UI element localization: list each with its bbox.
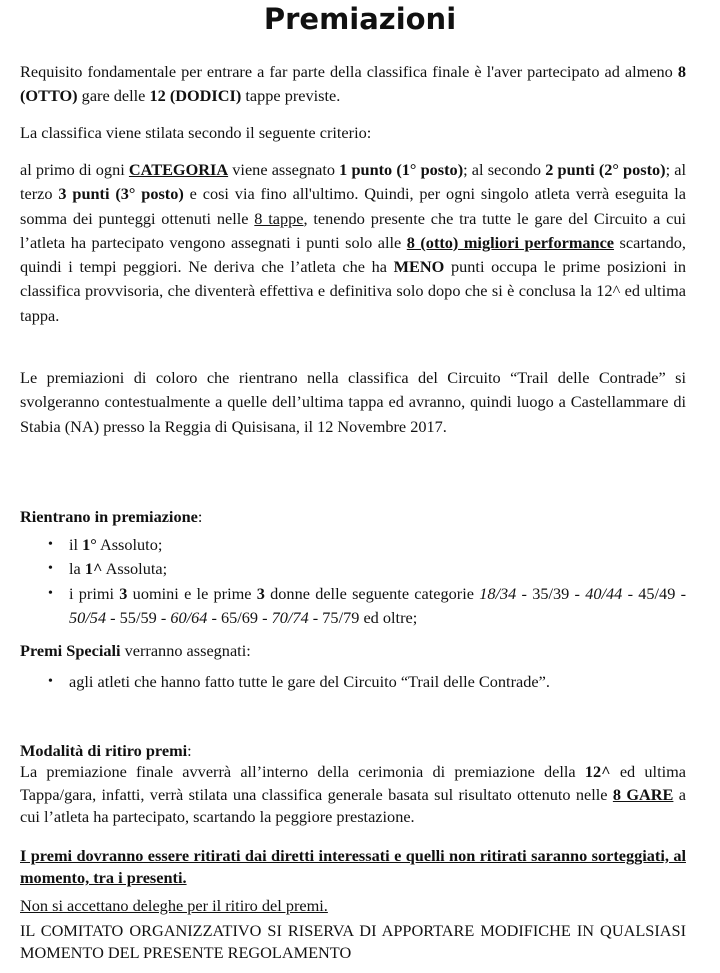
list-item: • i primi 3 uomini e le prime 3 donne delle seguente categorie 18/34 - 35/39 - 40/44 - 45/49 - 50/54 - 55/59 - 60/64 - 65/69 - 70/74 - 75/79 ed oltre; [48,583,687,627]
page-title: Premiazioni [263,2,457,36]
comitato-note: IL COMITATO ORGANIZZATIVO SI RISERVA DI APPORTARE MODIFICHE IN QUALSIASI MOMENTO DEL PRESENTE REGOLAMENTO [20,921,686,962]
ritiro-heading: Modalità di ritiro premi: [20,741,192,760]
criterio-intro: La classifica viene stilata secondo il seguente criterio: [20,123,372,142]
list-item: • il 1° Assoluto; [20,533,686,557]
ritiro-paragraph: La premiazione finale avverrà all’interno della cerimonia di premiazione della 12^ ed ultima Tappa/gara, infatti, verrà stilata una classifica generale basata sul risultato ottenuto nelle 8 GARE a cui l’atleta ha partecipato, scartando la peggiore prestazione. [20,762,687,826]
list-item: • la 1^ Assoluta; [20,557,686,581]
premi-speciali-list [20,670,686,694]
no-deleghe-note: Non si accettano deleghe per il ritiro del premi. [20,896,328,915]
bullet-icon: • [48,585,53,601]
premiazioni-paragraph: Le premiazioni di coloro che rientrano nella classifica del Circuito “Trail delle Contrade” si svolgeranno contestualmente a quelle dell’ultima tappa ed avranno, quindi luogo a Castellammare di Stabia (NA) presso la Reggia di Quisisana, il 12 Novembre 2017. [20,368,686,436]
bullet-icon: • [48,674,53,689]
rientrano-heading: Rientrano in premiazione: [20,507,203,526]
bullet-icon: • [48,537,53,552]
warning-paragraph: I premi dovranno essere ritirati dai diretti interessati e quelli non ritirati saranno sorteggiati, al momento, tra i presenti. [20,846,686,887]
criterio-paragraph: al primo di ogni CATEGORIA viene assegnato 1 punto (1° posto); al secondo 2 punti (2° posto); al terzo 3 punti (3° posto) e cosi via fino all'ultimo. Quindi, per ogni singolo atleta verrà eseguita la somma dei punteggi ottenuti nelle 8 tappe, tenendo presente che tra tutte le gare del Circuito a cui l’atleta ha partecipato vengono assegnati i punti solo alle 8 (otto) migliori performance scartando, quindi i tempi peggiori. Ne deriva che l’atleta che ha MENO punti occupa le prime posizioni in classifica provvisoria, che diventerà effettiva e definitiva solo dopo che si è conclusa la 12^ ed ultima tappa. [20,160,687,325]
premi-speciali-heading: Premi Speciali verranno assegnati: [20,641,251,660]
intro-paragraph: Requisito fondamentale per entrare a far parte della classifica finale è l'aver partecipato ad almeno 8 (OTTO) gare delle 12 (DODICI) tappe previste. [20,62,686,106]
rientrano-list [20,533,686,630]
list-item: • agli atleti che hanno fatto tutte le gare del Circuito “Trail delle Contrade”. [20,670,686,694]
bullet-icon: • [48,561,53,577]
